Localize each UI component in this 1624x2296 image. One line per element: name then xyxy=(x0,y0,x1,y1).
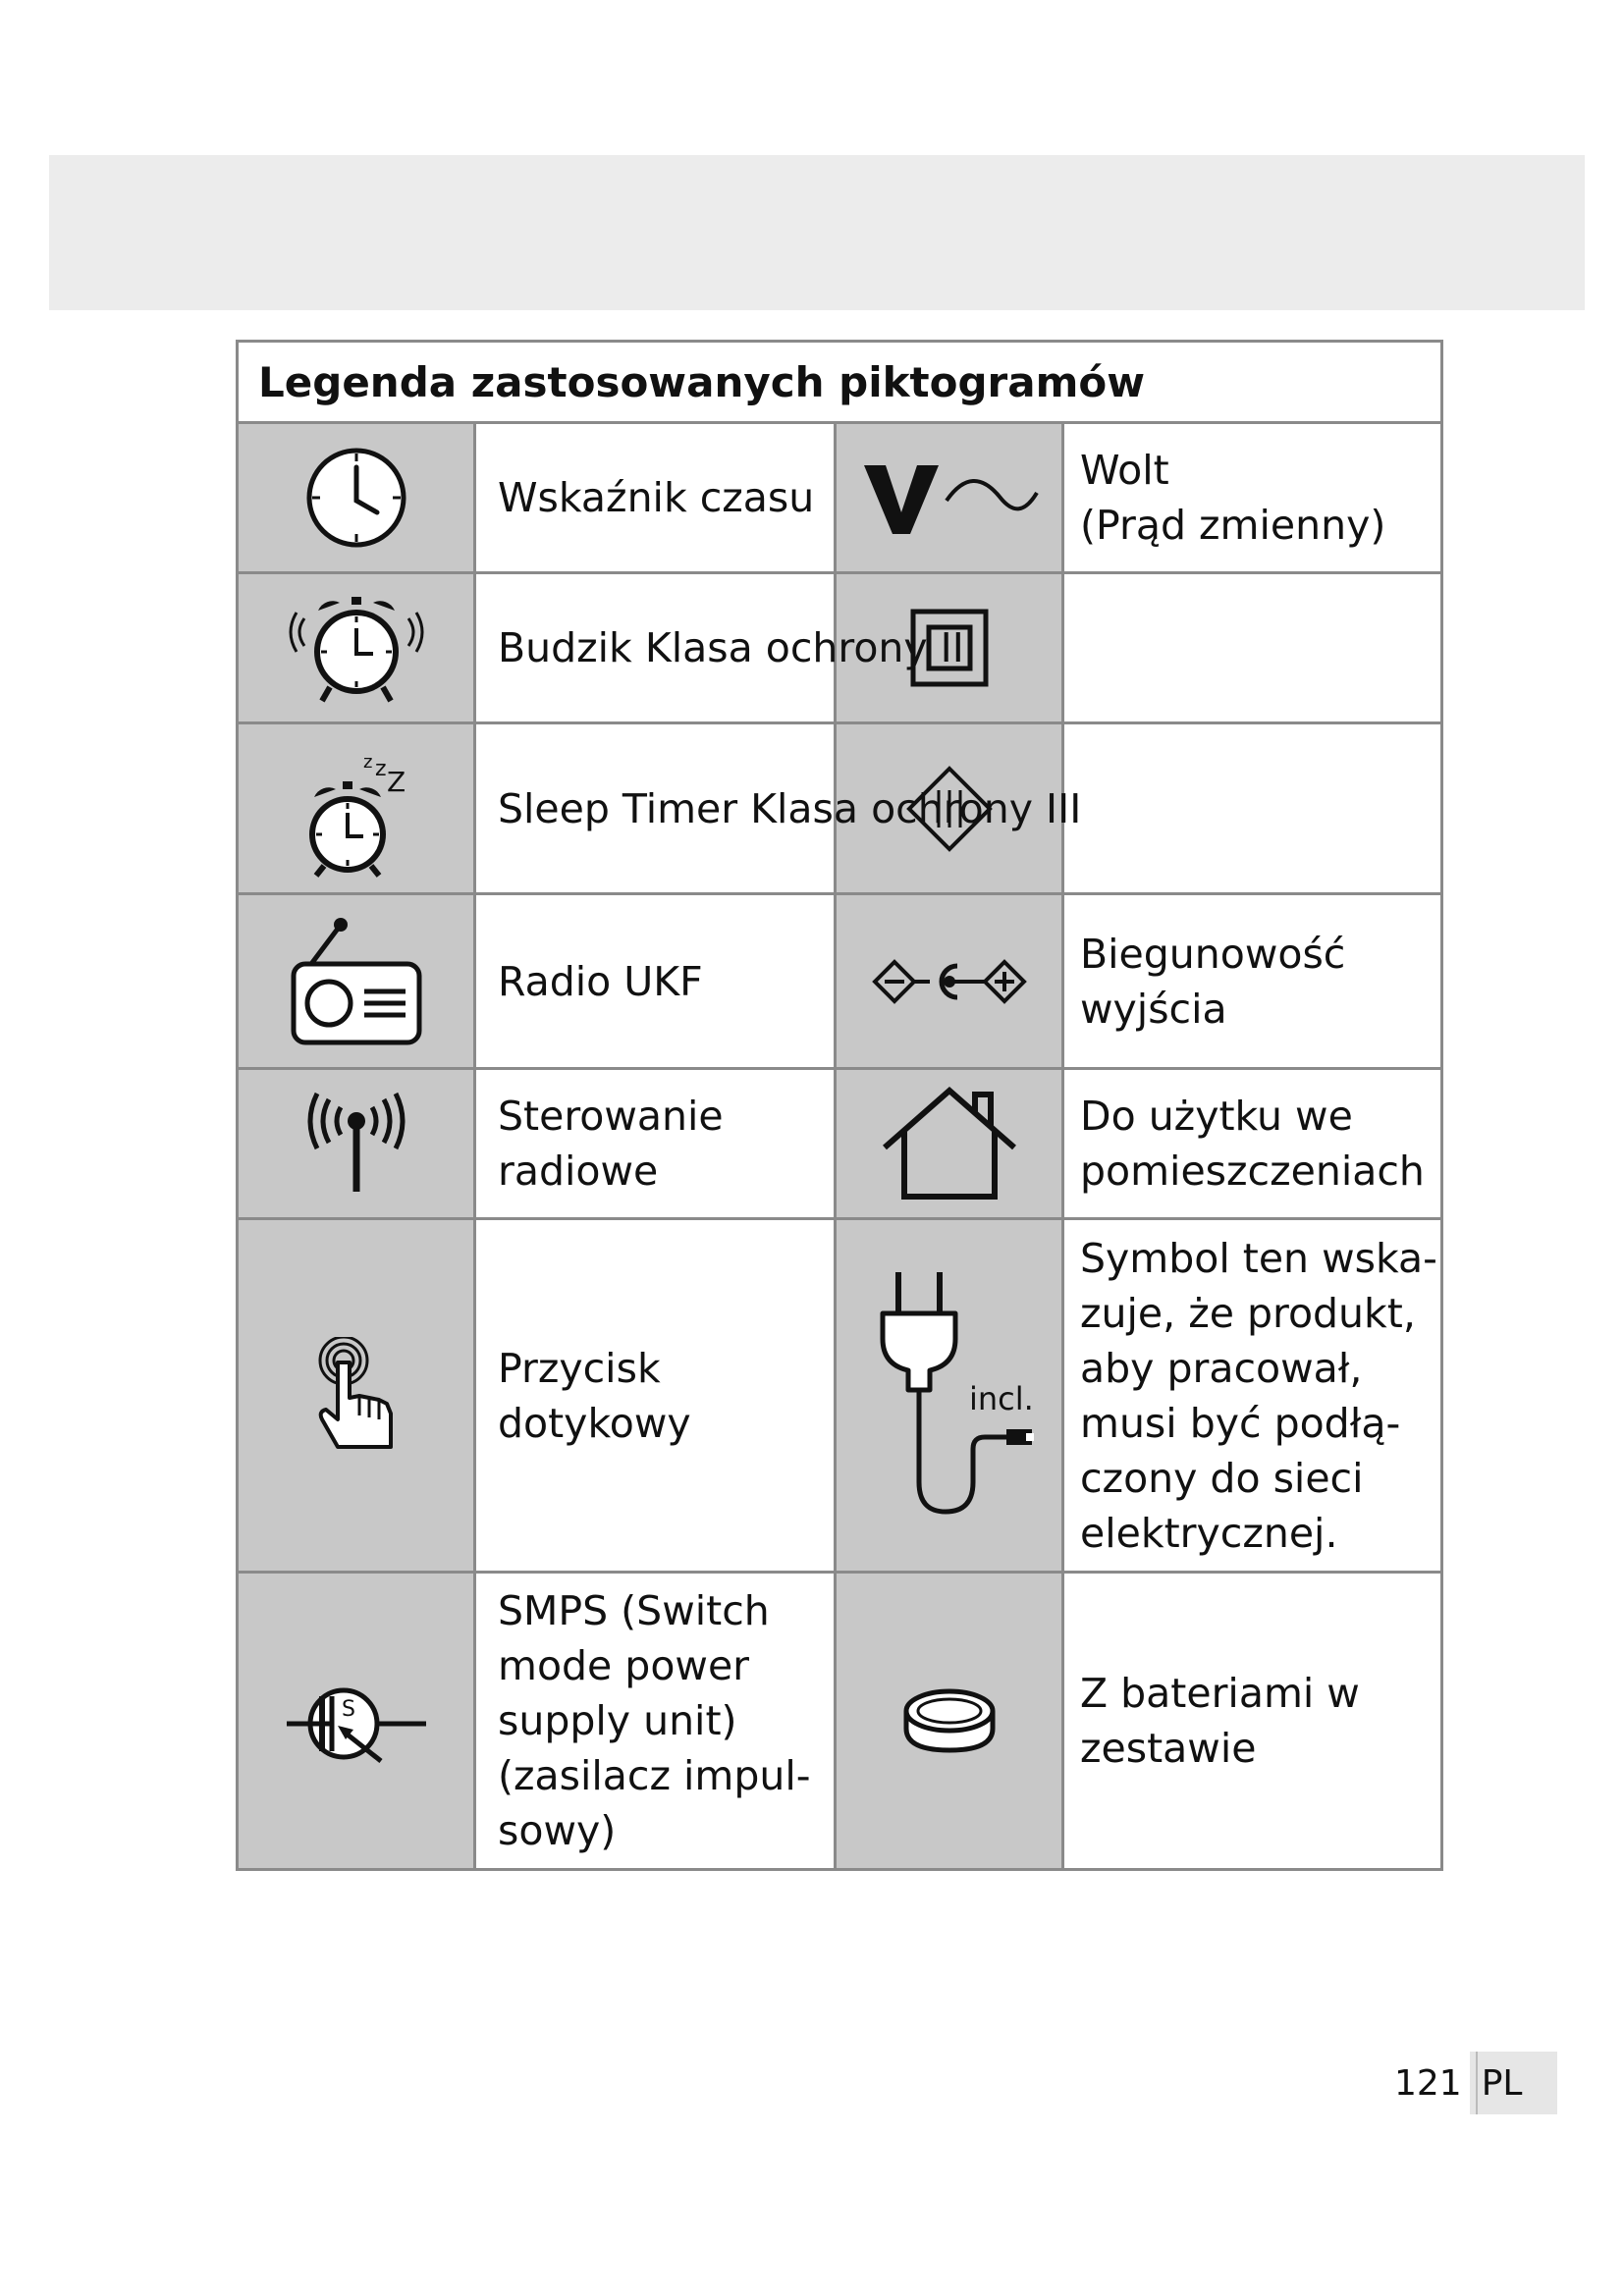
legend-row xyxy=(239,895,1440,1070)
page-number: 121 xyxy=(1394,2062,1462,2104)
pictogram-legend-table xyxy=(236,340,1443,1871)
battery-icon xyxy=(837,1574,1064,1868)
touch-button-icon xyxy=(239,1220,476,1571)
legend-text: Sterowanie radiowe xyxy=(498,1093,724,1195)
legend-text: Symbol ten wska- zuje, że produkt, aby pracował, musi być podłą- czony do sieci elektrycznej. xyxy=(1080,1234,1437,1557)
legend-text: Biegunowość wyjścia xyxy=(1080,930,1346,1033)
legend-text: Z bateriami w zestawie xyxy=(1080,1670,1360,1772)
legend-text: Przycisk dotykowy xyxy=(498,1344,691,1447)
legend-text: Wskaźnik czasu xyxy=(498,474,815,521)
power-plug-icon xyxy=(837,1220,1064,1571)
legend-text: Radio UKF xyxy=(498,957,703,1005)
house-icon xyxy=(837,1070,1064,1217)
language-code: PL xyxy=(1481,2062,1523,2104)
tab-divider xyxy=(1476,2052,1478,2114)
antenna-icon xyxy=(239,1070,476,1217)
legend-text: Wolt (Prąd zmienny) xyxy=(1080,447,1386,549)
legend-row xyxy=(239,1070,1440,1220)
legend-text: SMPS (Switch mode power supply unit) (zasilacz impul- sowy) xyxy=(498,1587,811,1854)
svg-text:z: z xyxy=(362,751,372,773)
legend-title: Legenda zastosowanych piktogramów xyxy=(239,343,1440,424)
legend-text: Do użytku we pomieszczeniach xyxy=(1080,1093,1425,1195)
legend-row xyxy=(239,1574,1440,1868)
top-gray-band xyxy=(49,155,1585,310)
legend-row xyxy=(239,724,1440,895)
language-tab xyxy=(1470,2052,1558,2114)
svg-text:z: z xyxy=(374,756,387,781)
svg-text:Z: Z xyxy=(386,765,406,798)
legend-row xyxy=(239,424,1440,574)
sleep-timer-icon xyxy=(239,724,476,892)
volt-ac-icon xyxy=(837,424,1064,571)
included-label: incl. xyxy=(968,1379,1034,1417)
page-footer xyxy=(1394,2052,1557,2114)
smps-icon xyxy=(239,1574,476,1868)
legend-text: Budzik Klasa ochrony II xyxy=(498,624,964,671)
polarity-icon xyxy=(837,895,1064,1067)
legend-row xyxy=(239,1220,1440,1574)
alarm-clock-icon xyxy=(239,574,476,721)
legend-row xyxy=(239,574,1440,724)
svg-text:S: S xyxy=(341,1697,355,1722)
legend-text: Sleep Timer Klasa ochrony III xyxy=(498,784,1082,832)
radio-icon xyxy=(239,895,476,1067)
clock-icon xyxy=(239,424,476,571)
